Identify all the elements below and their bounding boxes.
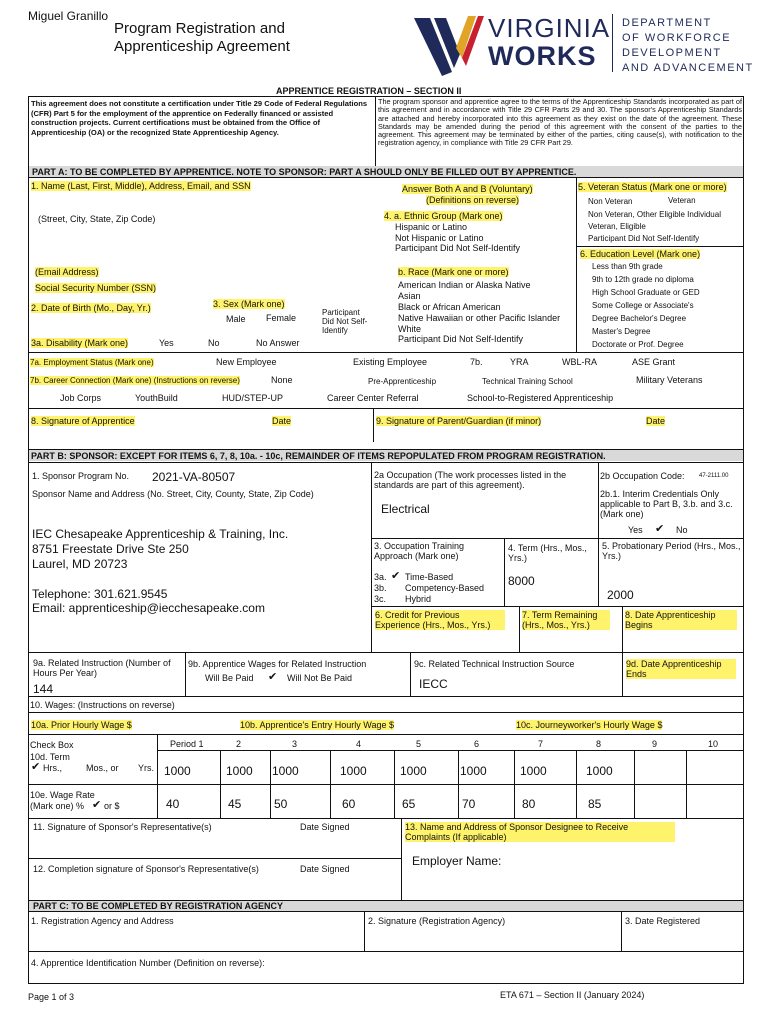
training-check-icon: ✔ xyxy=(391,570,401,582)
page-number: Page 1 of 3 xyxy=(28,992,75,1002)
term-row-label: 10d. Term xyxy=(30,752,70,762)
begins-label: 8. Date Apprenticeship Begins xyxy=(625,610,737,630)
education-label: 6. Education Level (Mark one) xyxy=(580,249,701,259)
credit-label: 6. Credit for Previous Experience (Hrs., Mos., Yrs.) xyxy=(375,610,505,630)
period-term-5[interactable]: 1000 xyxy=(400,764,427,778)
logo-works: WORKS xyxy=(488,41,597,71)
agreement-text: The program sponsor and apprentice agree to the terms of the Apprenticeship Standards incorporated as part of this agreement and in accordance with Title 29 CFR Parts 29 and 30. The sponsor's Apprenticeship Standards are attached and hereby incorporated into this agreement as they exist on the date of the agreement. These Standards may be amended during the period of this agreement with the consent of the parties to the agreement. This agreement may be terminated by either of the parties, citing cause(s), with notification to the registration agency, in compliance with Title 29 CFR Part 29. xyxy=(378,97,742,148)
employer-name[interactable]: Employer Name: xyxy=(412,854,502,868)
term-unit-hrs[interactable]: Hrs., xyxy=(43,763,62,773)
career-hud[interactable]: HUD/STEP-UP xyxy=(222,393,284,403)
sig-rep-label[interactable]: 11. Signature of Sponsor's Representative(s) xyxy=(33,822,212,832)
period-header-7: 7 xyxy=(538,739,544,749)
form-id: ETA 671 – Section II (January 2024) xyxy=(500,990,645,1000)
period-rate-4[interactable]: 60 xyxy=(342,797,356,811)
term-unit-mos[interactable]: Mos., or xyxy=(86,763,119,773)
veteran-eligible[interactable]: Veteran, Eligible xyxy=(588,222,646,231)
period-header-3: 3 xyxy=(292,739,298,749)
period-header-9: 9 xyxy=(652,739,658,749)
disability-yes[interactable]: Yes xyxy=(159,338,174,348)
career-pre-apprenticeship[interactable]: Pre-Apprenticeship xyxy=(368,377,437,386)
check-box-label: Check Box xyxy=(30,740,74,750)
race-label: b. Race (Mark one or more) xyxy=(398,267,509,277)
race-pacific[interactable]: Native Hawaiian or other Pacific Islander xyxy=(398,313,561,323)
remaining-label: 7. Term Remaining (Hrs., Mos., Yrs.) xyxy=(522,610,610,630)
sex-pdni[interactable]: Participant Did Not Self-Identify xyxy=(322,308,368,335)
email-label: (Email Address) xyxy=(35,267,99,277)
career-none[interactable]: None xyxy=(271,375,293,385)
occ-code-label: 2b Occupation Code: xyxy=(600,471,685,481)
dept-line-4: AND ADVANCEMENT xyxy=(622,62,754,74)
employment-wbl-ra[interactable]: WBL-RA xyxy=(562,357,598,367)
period-term-3[interactable]: 1000 xyxy=(272,764,299,778)
occ-code-value[interactable]: 47-2111.00 xyxy=(699,473,729,479)
education-2[interactable]: 9th to 12th grade no diploma xyxy=(592,275,694,284)
registration-agency-label[interactable]: 1. Registration Agency and Address xyxy=(31,916,174,926)
sex-label: 3. Sex (Mark one) xyxy=(213,299,285,309)
sig-apprentice-date[interactable]: Date xyxy=(272,416,292,426)
race-pdni[interactable]: Participant Did Not Self-Identify xyxy=(398,334,524,344)
race-black[interactable]: Black or African American xyxy=(398,302,501,312)
ri-hours-value[interactable]: 144 xyxy=(33,682,54,696)
period-term-1[interactable]: 1000 xyxy=(164,764,191,778)
period-header-1: Period 1 xyxy=(170,739,204,749)
training-competency[interactable]: Competency-Based xyxy=(405,583,485,593)
ethnic-not-hispanic[interactable]: Not Hispanic or Latino xyxy=(395,233,484,243)
wage-rate-dollar[interactable]: or $ xyxy=(104,801,120,811)
training-3a: 3a. xyxy=(374,572,387,582)
probation-value[interactable]: 2000 xyxy=(607,588,634,602)
name-label: 1. Name (Last, First, Middle), Address, Email, and SSN xyxy=(31,181,251,191)
period-term-7[interactable]: 1000 xyxy=(520,764,547,778)
dept-line-2: OF WORKFORCE xyxy=(622,32,732,44)
ethnic-pdni[interactable]: Participant Did Not Self-Identify xyxy=(395,243,521,253)
period-term-6[interactable]: 1000 xyxy=(460,764,487,778)
training-time-based[interactable]: Time-Based xyxy=(405,572,454,582)
career-center-referral[interactable]: Career Center Referral xyxy=(327,393,419,403)
sponsor-name[interactable]: IEC Chesapeake Apprenticeship & Training, Inc. xyxy=(32,527,289,541)
training-3c: 3c. xyxy=(374,594,387,604)
career-youthbuild[interactable]: YouthBuild xyxy=(135,393,178,403)
sponsor-telephone[interactable]: Telephone: 301.621.9545 xyxy=(32,587,168,601)
education-3[interactable]: High School Graduate or GED xyxy=(592,288,700,297)
period-term-8[interactable]: 1000 xyxy=(586,764,613,778)
ri-wages-label: 9b. Apprentice Wages for Related Instruction xyxy=(188,659,367,669)
sig-parent-date[interactable]: Date xyxy=(646,416,666,426)
education-6[interactable]: Master's Degree xyxy=(592,327,651,336)
journey-wage-label[interactable]: 10c. Journeyworker's Hourly Wage $ xyxy=(516,720,663,730)
disclaimer-text: This agreement does not constitute a certification under Title 29 Code of Federal Regulations (CFR) Part 5 for the employment of the apprentice on Federally financed or assisted construction projects. Current certifications must be obtained from the Office of Apprenticeship (OA) or the recognized State Apprenticeship Agency. xyxy=(31,99,368,137)
period-rate-5[interactable]: 65 xyxy=(402,797,416,811)
probation-label: 5. Probationary Period (Hrs., Mos., Yrs.) xyxy=(602,541,741,561)
period-header-4: 4 xyxy=(356,739,362,749)
ri-hours-label: 9a. Related Instruction (Number of Hours Per Year) xyxy=(33,658,171,678)
period-header-10: 10 xyxy=(708,739,719,749)
form-title-line1: Program Registration and xyxy=(114,20,285,37)
sex-male[interactable]: Male xyxy=(226,314,246,324)
period-rate-1[interactable]: 40 xyxy=(166,797,180,811)
sex-female[interactable]: Female xyxy=(266,313,297,323)
sponsor-street[interactable]: 8751 Freestate Drive Ste 250 xyxy=(32,542,189,556)
period-rate-7[interactable]: 80 xyxy=(522,797,536,811)
employment-ase-grant[interactable]: ASE Grant xyxy=(632,357,676,367)
career-military[interactable]: Military Veterans xyxy=(636,375,703,385)
logo-divider xyxy=(612,14,613,72)
entry-wage-label[interactable]: 10b. Apprentice's Entry Hourly Wage $ xyxy=(240,720,394,730)
prior-wage-label[interactable]: 10a. Prior Hourly Wage $ xyxy=(31,720,132,730)
employment-new[interactable]: New Employee xyxy=(216,357,277,367)
program-no-value[interactable]: 2021-VA-80507 xyxy=(152,470,236,484)
completion-sig-label[interactable]: 12. Completion signature of Sponsor's Representative(s) xyxy=(33,864,259,874)
sponsor-addr-label: Sponsor Name and Address (No. Street, City, County, State, Zip Code) xyxy=(32,489,314,499)
disability-no-answer[interactable]: No Answer xyxy=(256,338,300,348)
interim-no[interactable]: No xyxy=(676,525,688,535)
logo-virginia: VIRGINIA xyxy=(488,13,611,43)
part-c-header: PART C: TO BE COMPLETED BY REGISTRATION AGENCY xyxy=(33,901,284,911)
education-4[interactable]: Some College or Associate's xyxy=(592,301,694,310)
interim-yes[interactable]: Yes xyxy=(628,525,643,535)
occupation-label: 2a Occupation (The work processes listed in the standards are part of this agreement). xyxy=(374,470,567,490)
applicant-name: Miguel Granillo xyxy=(28,9,109,23)
dept-line-3: DEVELOPMENT xyxy=(622,47,722,59)
apprentice-id-label[interactable]: 4. Apprentice Identification Number (Definition on reverse): xyxy=(31,958,265,968)
registration-signature-label[interactable]: 2. Signature (Registration Agency) xyxy=(368,916,506,926)
employment-label: 7a. Employment Status (Mark one) xyxy=(30,358,154,367)
virginia-works-logo-icon xyxy=(412,14,486,78)
period-header-8: 8 xyxy=(596,739,602,749)
disability-label: 3a. Disability (Mark one) xyxy=(31,338,129,348)
ri-will-be-paid[interactable]: Will Be Paid xyxy=(205,673,254,683)
sponsor-email[interactable]: Email: apprenticeship@iecchesapeake.com xyxy=(32,601,265,615)
employment-yra[interactable]: YRA xyxy=(510,357,529,367)
term-unit-yrs[interactable]: Yrs. xyxy=(138,763,155,773)
ethnic-hispanic[interactable]: Hispanic or Latino xyxy=(395,222,468,232)
interim-label: 2b.1. Interim Credentials Only applicable to Part B, 3.b. and 3.c. (Mark one) xyxy=(600,489,733,519)
veteran-other[interactable]: Non Veteran, Other Eligible Individual xyxy=(588,210,721,219)
employment-7b: 7b. xyxy=(470,357,483,367)
period-header-5: 5 xyxy=(416,739,422,749)
race-asian[interactable]: Asian xyxy=(398,291,421,301)
wages-label: 10. Wages: (Instructions on reverse) xyxy=(30,700,175,710)
dob-label: 2. Date of Birth (Mo., Day, Yr.) xyxy=(31,303,151,313)
education-7[interactable]: Doctorate or Prof. Degree xyxy=(592,340,684,349)
occupation-value[interactable]: Electrical xyxy=(381,502,430,516)
race-white[interactable]: White xyxy=(398,324,422,334)
period-rate-2[interactable]: 45 xyxy=(228,797,242,811)
period-header-2: 2 xyxy=(236,739,242,749)
ethnic-label: 4. a. Ethnic Group (Mark one) xyxy=(384,211,503,221)
definitions-note: (Definitions on reverse) xyxy=(426,195,520,205)
education-5[interactable]: Degree Bachelor's Degree xyxy=(592,314,687,323)
sig-apprentice-label[interactable]: 8. Signature of Apprentice xyxy=(31,416,135,426)
ri-will-not-be-paid[interactable]: Will Not Be Paid xyxy=(287,673,353,683)
training-label: 3. Occupation Training Approach (Mark one) xyxy=(374,541,465,561)
wage-rate-percent[interactable]: (Mark one) % xyxy=(30,801,85,811)
career-school-to-ra[interactable]: School-to-Registered Apprenticeship xyxy=(467,393,614,403)
date-registered-label[interactable]: 3. Date Registered xyxy=(625,916,701,926)
sponsor-city[interactable]: Laurel, MD 20723 xyxy=(32,557,128,571)
training-hybrid[interactable]: Hybrid xyxy=(405,594,432,604)
term-hrs-check-icon: ✔ xyxy=(31,761,41,773)
disability-no[interactable]: No xyxy=(208,338,220,348)
period-rate-6[interactable]: 70 xyxy=(462,797,476,811)
ssn-label: Social Security Number (SSN) xyxy=(35,283,157,293)
term-value[interactable]: 8000 xyxy=(508,574,535,588)
wage-rate-check-icon: ✔ xyxy=(92,799,102,811)
veteran-yes[interactable]: Veteran xyxy=(668,196,696,205)
program-no-label: 1. Sponsor Program No. xyxy=(32,471,130,481)
form-title-line2: Apprenticeship Agreement xyxy=(114,38,290,55)
term-label: 4. Term (Hrs., Mos., Yrs.) xyxy=(508,543,587,563)
ri-check-icon: ✔ xyxy=(268,671,278,683)
street-label: (Street, City, State, Zip Code) xyxy=(38,214,156,224)
career-tech-school[interactable]: Technical Training School xyxy=(482,377,573,386)
race-native[interactable]: American Indian or Alaska Native xyxy=(398,280,531,290)
sig-parent-label[interactable]: 9. Signature of Parent/Guardian (if minor) xyxy=(376,416,542,426)
career-label: 7b. Career Connection (Mark one) (Instructions on reverse) xyxy=(30,376,240,385)
veteran-non[interactable]: Non Veteran xyxy=(588,197,633,206)
veteran-pdni[interactable]: Participant Did Not Self-Identify xyxy=(588,234,700,243)
period-header-6: 6 xyxy=(474,739,480,749)
ri-source-value[interactable]: IECC xyxy=(419,677,448,691)
veteran-label: 5. Veteran Status (Mark one or more) xyxy=(578,182,727,192)
period-term-4[interactable]: 1000 xyxy=(340,764,367,778)
education-1[interactable]: Less than 9th grade xyxy=(592,262,663,271)
ends-label: 9d. Date Apprenticeship Ends xyxy=(626,659,736,679)
completion-sig-date[interactable]: Date Signed xyxy=(300,864,350,874)
employment-existing[interactable]: Existing Employee xyxy=(353,357,428,367)
wage-rate-label: 10e. Wage Rate xyxy=(30,790,95,800)
career-job-corps[interactable]: Job Corps xyxy=(60,393,102,403)
dept-line-1: DEPARTMENT xyxy=(622,17,712,29)
interim-check-icon: ✔ xyxy=(655,523,665,535)
section-title: APPRENTICE REGISTRATION – SECTION II xyxy=(276,86,462,96)
designee-label: 13. Name and Address of Sponsor Designee to Receive Complaints (If applicable) xyxy=(405,822,675,842)
period-rate-3[interactable]: 50 xyxy=(274,797,288,811)
training-3b: 3b. xyxy=(374,583,387,593)
period-rate-8[interactable]: 85 xyxy=(588,797,602,811)
part-a-header: PART A: TO BE COMPLETED BY APPRENTICE. NOTE TO SPONSOR: PART A SHOULD ONLY BE FILLED OUT BY APPRENTICE. xyxy=(32,167,577,177)
part-b-header: PART B: SPONSOR: EXCEPT FOR ITEMS 6, 7, 8, 10a. - 10c, REMAINDER OF ITEMS REPOPULATED FROM PROGRAM REGISTRATION. xyxy=(31,451,606,461)
period-term-2[interactable]: 1000 xyxy=(226,764,253,778)
ri-source-label: 9c. Related Technical Instruction Source xyxy=(414,659,575,669)
answer-both: Answer Both A and B (Voluntary) xyxy=(402,184,533,194)
sig-rep-date[interactable]: Date Signed xyxy=(300,822,350,832)
